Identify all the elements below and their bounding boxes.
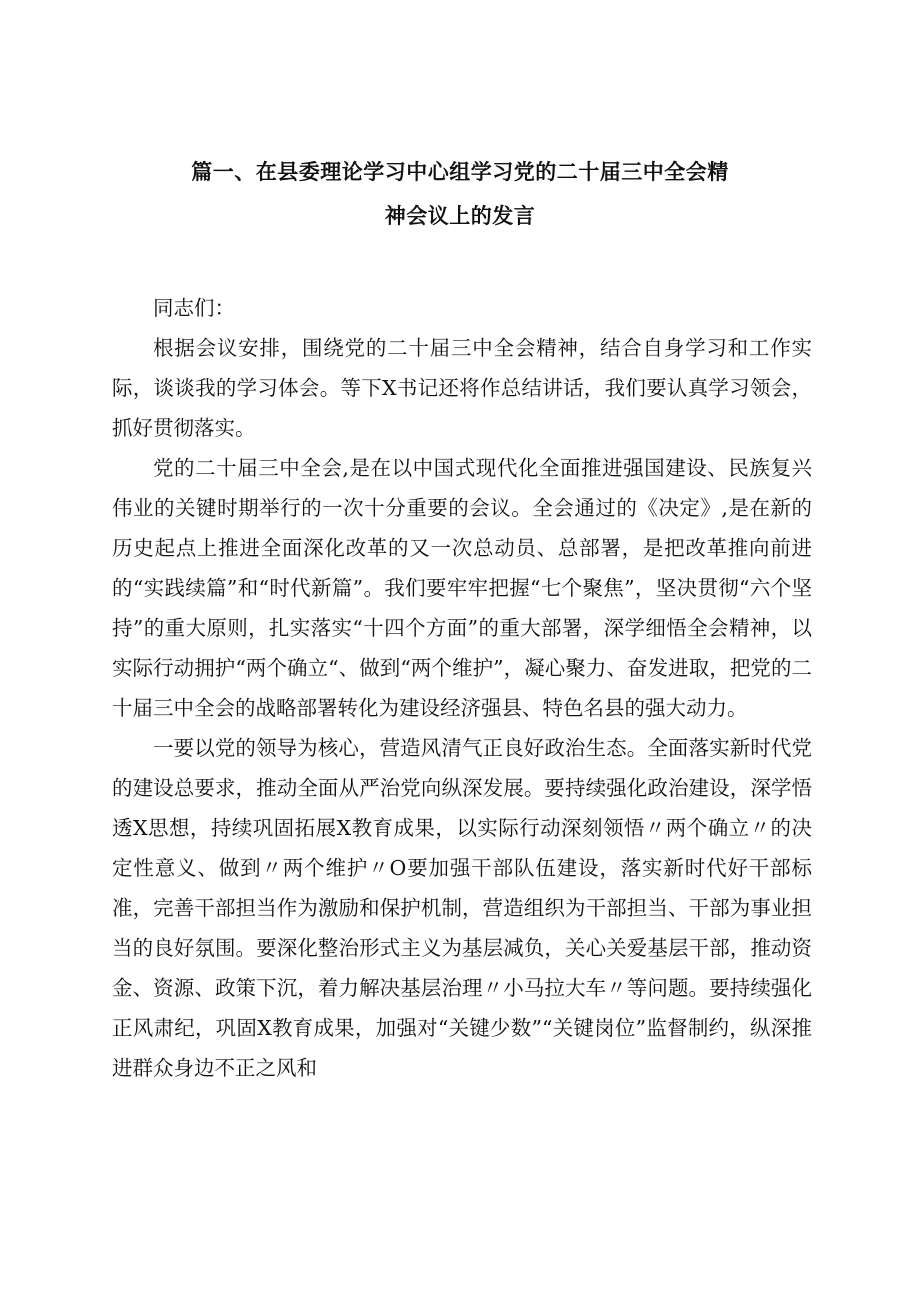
document-title-line-2: 神会议上的发言: [384, 204, 536, 228]
body-paragraph: 一要以党的领导为核心，营造风清气正良好政治生态。全面落实新时代党的建设总要求，推动全面从严治党向纵深发展。要持续强化政治建设，深学悟透X思想，持续巩固拓展X教育成果，以实际行动深刻领悟〃两个确立〃的决定性意义、做到〃两个维护〃O要加强干部队伍建设，落实新时代好干部标准，完善干部担当作为激励和保护机制，营造组织为干部担当、干部为事业担当的良好氛围。要深化整治形式主义为基层减负，关心关爱基层干部，推动资金、资源、政策下沉，着力解决基层治理〃小马拉大车〃等问题。要持续强化正风肃纪，巩固X教育成果，加强对“关键少数”“关键岗位”监督制约，纵深推进群众身边不正之风和: [112, 736, 812, 1080]
document-title-line-1: 篇一、在县委理论学习中心组学习党的二十届三中全会精: [191, 160, 729, 184]
document-body: [112, 288, 812, 1088]
salutation-paragraph: 同志们：: [153, 296, 235, 320]
body-paragraph: 根据会议安排，围绕党的二十届三中全会精神，结合自身学习和工作实际，谈谈我的学习体会。等下X书记还将作总结讲话，我们要认真学习领会，抓好贯彻落实。: [112, 336, 812, 440]
body-paragraph: 党的二十届三中全会,是在以中国式现代化全面推进强国建设、民族复兴伟业的关键时期举行的一次十分重要的会议。全会通过的《决定》,是在新的历史起点上推进全面深化改革的又一次总动员、总部署，是把改革推向前进的“实践续篇”和“时代新篇”。我们要牢牢把握“七个聚焦”，坚决贯彻“六个坚持”的重大原则，扎实落实“十四个方面”的重大部署，深学细悟全会精神，以实际行动拥护“两个确立“、做到“两个维护”，凝心聚力、奋发进取，把党的二十届三中全会的战略部署转化为建设经济强县、特色名县的强大动力。: [112, 456, 812, 720]
